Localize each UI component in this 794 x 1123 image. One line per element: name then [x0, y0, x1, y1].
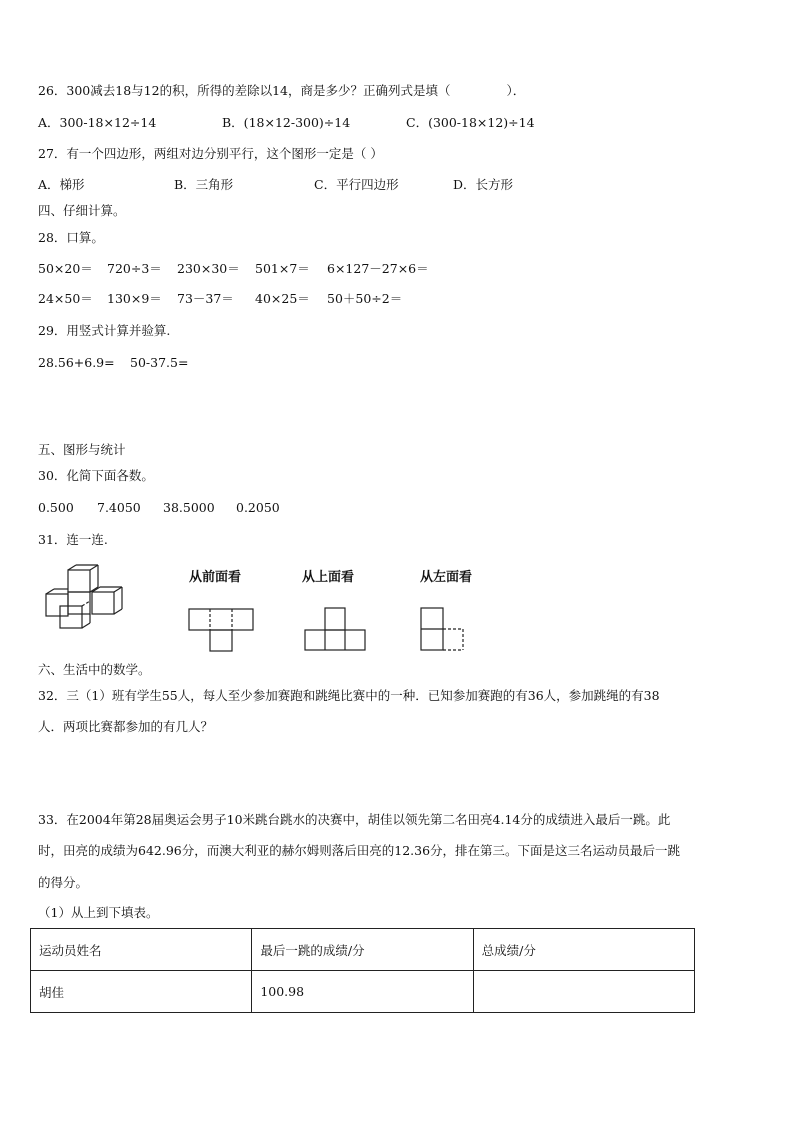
table-header-row — [31, 929, 695, 971]
section-6-heading: 六、生活中的数学。 — [38, 662, 151, 677]
front-view-figure[interactable] — [187, 607, 255, 653]
table-header-cell: 运动员姓名 — [31, 929, 252, 971]
view-label-top: 从上面看 — [302, 570, 355, 585]
q33-line-1: 33．在2004年第28届奥运会男子10米跳台跳水的决赛中，胡佳以领先第二名田亮4.14分的成绩进入最后一跳。此 — [38, 812, 671, 827]
q26-option-c[interactable]: C．(300-18×12)÷14 — [406, 115, 535, 130]
q30-items — [38, 500, 280, 516]
q28-item: 73－37＝ — [177, 291, 234, 306]
table-cell: 胡佳 — [31, 971, 252, 1013]
q32-line-2: 人．两项比赛都参加的有几人？ — [38, 719, 214, 734]
q26-option-b[interactable]: B．(18×12-300)÷14 — [222, 115, 351, 130]
cube-stack-figure — [42, 564, 138, 634]
q33-line-2: 时，田亮的成绩为642.96分，而澳大利亚的赫尔姆则落后田亮的12.36分，排在第三。下面是这三名运动员最后一跳 — [38, 843, 681, 858]
q28-item: 130×9＝ — [107, 291, 162, 306]
top-view-figure[interactable] — [303, 606, 367, 652]
table-row — [31, 971, 695, 1013]
q30-item: 0.500 — [38, 500, 74, 515]
q26-stem-end: ）． — [506, 83, 526, 98]
q33-sub-1: （1）从上到下填表。 — [38, 905, 159, 920]
q28-item: 40×25＝ — [255, 291, 310, 306]
q28-item: 24×50＝ — [38, 291, 93, 306]
q31-stem: 31．连一连. — [38, 532, 108, 547]
table-cell-answer[interactable] — [473, 971, 694, 1013]
q28-item: 501×7＝ — [255, 261, 310, 276]
section-4-heading: 四、仔细计算。 — [38, 203, 126, 218]
view-label-front: 从前面看 — [189, 570, 242, 585]
q26-option-a[interactable]: A．300-18×12÷14 — [38, 115, 157, 130]
q30-item: 0.2050 — [236, 500, 280, 515]
q29-stem: 29．用竖式计算并验算. — [38, 323, 171, 338]
q28-row-2 — [38, 291, 402, 307]
section-5-heading: 五、图形与统计 — [38, 442, 126, 457]
q30-item: 7.4050 — [97, 500, 141, 515]
q29-item: 50-37.5= — [130, 355, 189, 370]
q27-option-a[interactable]: A．梯形 — [38, 177, 85, 192]
q27-option-b[interactable]: B．三角形 — [174, 177, 234, 192]
q28-row-1 — [38, 261, 429, 277]
table-header-cell: 总成绩/分 — [473, 929, 694, 971]
q27-option-d[interactable]: D．长方形 — [453, 177, 514, 192]
q27-option-c[interactable]: C．平行四边形 — [314, 177, 399, 192]
q28-item: 6×127－27×6＝ — [327, 261, 429, 276]
q28-item: 50×20＝ — [38, 261, 93, 276]
q28-item: 230×30＝ — [177, 261, 240, 276]
q30-stem: 30．化简下面各数。 — [38, 468, 154, 483]
q26-stem — [38, 83, 525, 99]
score-table — [30, 928, 695, 1013]
q28-item: 50＋50÷2＝ — [327, 291, 403, 306]
q28-stem: 28．口算。 — [38, 230, 104, 245]
q27-stem: 27．有一个四边形，两组对边分别平行，这个图形一定是（ ） — [38, 146, 383, 161]
q32-line-1: 32．三（1）班有学生55人，每人至少参加赛跑和跳绳比赛中的一种．已知参加赛跑的有36人，参加跳绳的有38 — [38, 688, 660, 703]
q33-line-3: 的得分。 — [38, 875, 89, 890]
q29-item: 28.56+6.9= — [38, 355, 115, 370]
q30-item: 38.5000 — [163, 500, 215, 515]
view-label-left: 从左面看 — [420, 570, 473, 585]
q28-item: 720÷3＝ — [107, 261, 162, 276]
q26-stem-text: 26．300减去18与12的积，所得的差除以14，商是多少？正确列式是填（ — [38, 83, 451, 98]
table-cell: 100.98 — [252, 971, 473, 1013]
q29-items — [38, 355, 188, 371]
table-header-cell: 最后一跳的成绩/分 — [252, 929, 473, 971]
left-view-figure[interactable] — [419, 606, 465, 652]
